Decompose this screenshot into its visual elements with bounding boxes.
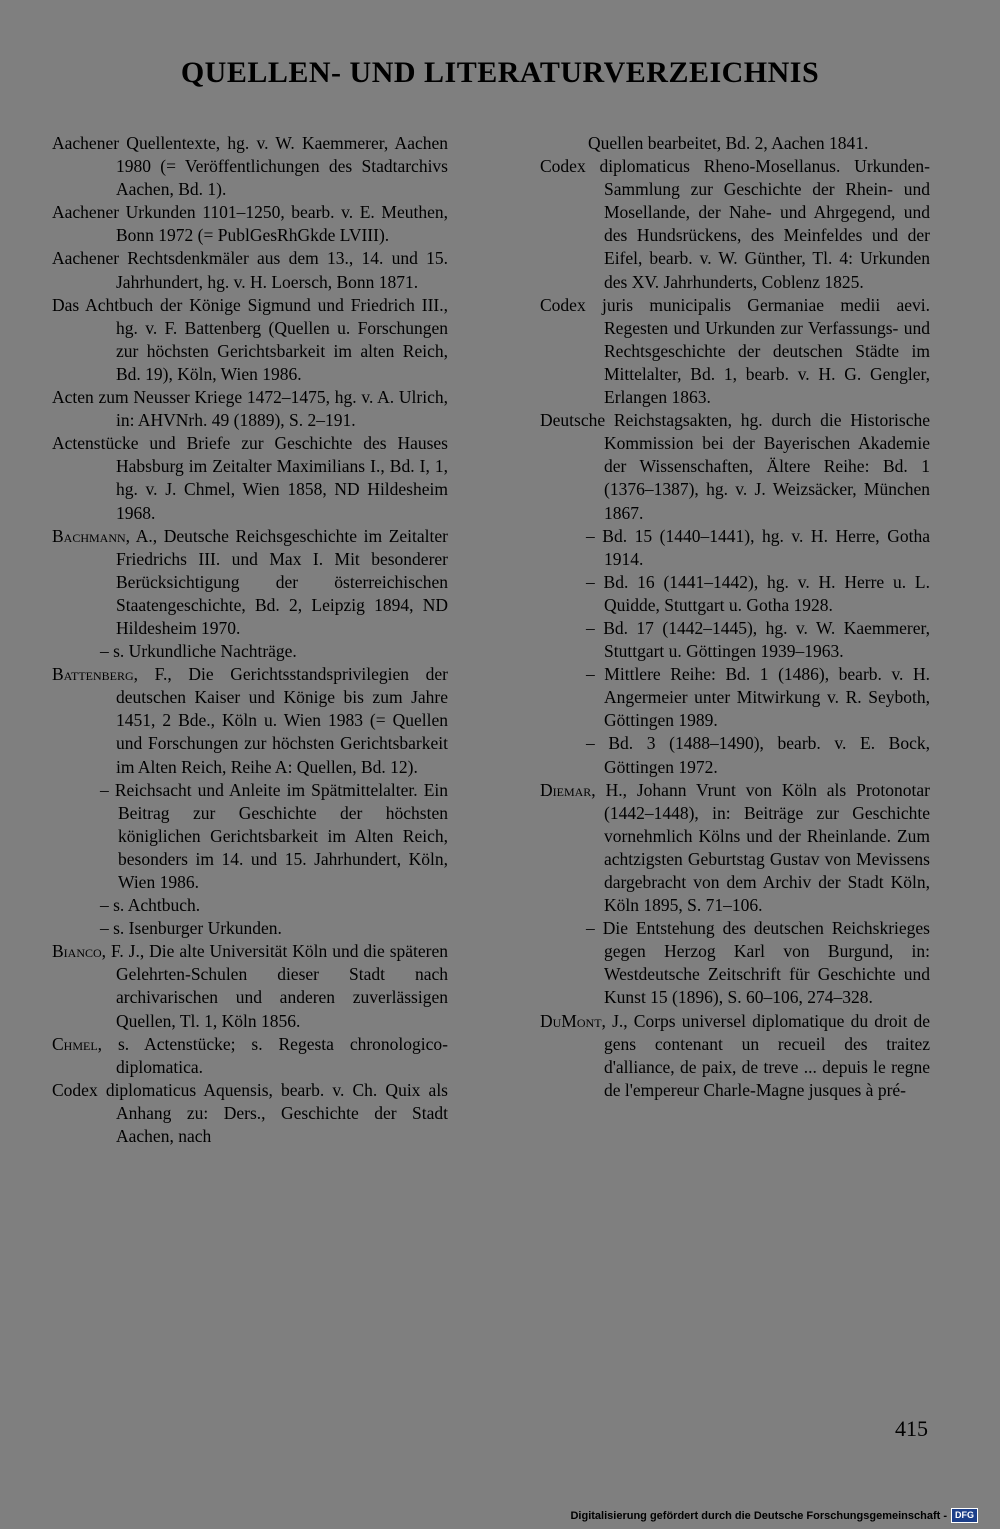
entry-text: Codex diplomaticus Aquensis, bearb. v. Ch. Quix als Anhang zu: Ders., Geschichte der Stadt Aachen, nach <box>52 1079 448 1147</box>
entry-author: DuMont, J., <box>540 1010 628 1031</box>
page-number: 415 <box>895 1416 928 1441</box>
bibliography-entry <box>52 779 448 894</box>
bibliography-entry <box>52 640 448 663</box>
entry-text: Deutsche Reichsgeschichte im Zeitalter Friedrichs III. und Max I. Mit besonderer Berücksichtigung der österreichischen Staatengeschichte, Bd. 2, Leipzig 1894, ND Hildesheim 1970. <box>116 525 448 638</box>
entry-text: Deutsche Reichstagsakten, hg. durch die Historische Kommission bei der Bayerischen Akademie der Wissenschaften, Ältere Reihe: Bd. 1 (1376–1387), hg. v. J. Weizsäcker, München 1867. <box>540 410 930 523</box>
entry-text: – s. Achtbuch. <box>100 895 201 916</box>
entry-text: – Mittlere Reihe: Bd. 1 (1486), bearb. v. H. Angermeier unter Mitwirkung v. R. Seyboth, Göttingen 1989. <box>586 664 930 731</box>
entry-text: – s. Isenburger Urkunden. <box>100 918 282 939</box>
bibliography-entry <box>52 1033 448 1079</box>
bibliography-entry <box>540 294 930 409</box>
bibliography-entry <box>540 155 930 294</box>
bibliography-entry <box>52 247 448 293</box>
entry-text: Codex diplomaticus Rheno-Mosellanus. Urkunden-Sammlung zur Geschichte der Rhein- und Mosellande, der Nahe- und Ahrgegend, und des Hundsrückens, des Meinfeldes und der Eifel, bearb. v. W. Günther, Tl. 4: Urkunden des XV. Jahrhunderts, Coblenz 1825. <box>540 156 930 292</box>
bibliography-entry <box>540 617 930 663</box>
bibliography-entry <box>52 132 448 201</box>
bibliography-entry <box>540 1010 930 1102</box>
entry-text: Die alte Universität Köln und die späteren Gelehrten-Schulen dieser Stadt nach archivarischen und anderen zuverlässigen Quellen, Tl. 1, Köln 1856. <box>116 941 449 1031</box>
bibliography-entry <box>540 571 930 617</box>
bibliography-entry <box>52 386 448 432</box>
entry-text: – Die Entstehung des deutschen Reichskrieges gegen Herzog Karl von Burgund, in: Westdeutsche Zeitschrift für Geschichte und Kunst 15 (1896), S. 60–106, 274–328. <box>586 918 930 1008</box>
entry-author: Battenberg, F., <box>52 664 172 685</box>
bibliography-entry <box>52 917 448 940</box>
entry-author: Bachmann, A., <box>52 525 158 546</box>
bibliography-entry <box>540 409 930 524</box>
entry-text: Die Gerichtsstandsprivilegien der deutschen Kaiser und Könige bis zum Jahre 1451, 2 Bde., Köln u. Wien 1983 (= Quellen und Forschungen zur höchsten Gerichtsbarkeit im Alten Reich, Reihe A: Quellen, Bd. 12). <box>116 664 448 777</box>
entry-text: Das Achtbuch der Könige Sigmund und Friedrich III., hg. v. F. Battenberg (Quellen u. Forschungen zur höchsten Gerichtsbarkeit im alten Reich, Bd. 19), Köln, Wien 1986. <box>52 294 448 384</box>
footer-text: Digitalisierung gefördert durch die Deutsche Forschungsgemeinschaft - <box>570 1509 947 1522</box>
bibliography-entry <box>540 779 930 918</box>
entry-text: – s. Urkundliche Nachträge. <box>100 641 297 662</box>
bibliography-entry <box>52 432 448 524</box>
bibliography-entry <box>540 732 930 778</box>
entry-author: Chmel, <box>52 1033 103 1054</box>
entry-text: Codex juris municipalis Germaniae medii aevi. Regesten und Urkunden zur Verfassungs- und Rechtsgeschichte der deutschen Städte im Mittelalter, Bd. 1, bearb. v. H. G. Gengler, Erlangen 1863. <box>540 294 930 408</box>
entry-text: – Bd. 17 (1442–1445), hg. v. W. Kaemmerer, Stuttgart u. Göttingen 1939–1963. <box>586 617 930 662</box>
page-title: QUELLEN- UND LITERATURVERZEICHNIS <box>180 56 820 89</box>
dfg-logo: DFG <box>951 1508 978 1523</box>
entry-text: – Bd. 16 (1441–1442), hg. v. H. Herre u. L. Quidde, Stuttgart u. Gotha 1928. <box>586 571 930 615</box>
bibliography-entry <box>52 663 448 778</box>
entry-text: – Bd. 15 (1440–1441), hg. v. H. Herre, Gotha 1914. <box>586 525 930 569</box>
entry-author: Diemar, H., <box>540 779 627 800</box>
bibliography-entry <box>52 294 448 386</box>
bibliography-entry <box>540 132 930 155</box>
bibliography-entry <box>540 917 930 1009</box>
entry-text: – Bd. 3 (1488–1490), bearb. v. E. Bock, Göttingen 1972. <box>586 733 930 777</box>
entry-text: Aachener Rechtsdenkmäler aus dem 13., 14. und 15. Jahrhundert, hg. v. H. Loersch, Bonn 1871. <box>52 248 448 292</box>
bibliography-entry <box>52 894 448 917</box>
entry-author: Bianco, F. J., <box>52 941 145 962</box>
entry-text: Aachener Quellentexte, hg. v. W. Kaemmerer, Aachen 1980 (= Veröffentlichungen des Stadtarchivs Aachen, Bd. 1). <box>52 133 448 200</box>
entry-text: Acten zum Neusser Kriege 1472–1475, hg. v. A. Ulrich, in: AHVNrh. 49 (1889), S. 2–191. <box>52 387 448 431</box>
bibliography-entry <box>52 940 448 1032</box>
entry-text: Johann Vrunt von Köln als Protonotar (1442–1448), in: Beiträge zur Geschichte vornehmlich Kölns und der Rheinlande. Zum achtzigsten Geburtstag Gustav von Mevissens dargebracht von dem Archiv der Stadt Köln, Köln 1895, S. 71–106. <box>604 779 930 916</box>
bibliography-entry <box>52 525 448 640</box>
bibliography-right-column <box>540 132 930 1102</box>
bibliography-entry <box>540 663 930 732</box>
bibliography-entry <box>540 525 930 571</box>
entry-text: – Reichsacht und Anleite im Spätmittelalter. Ein Beitrag zur Geschichte der höchsten königlichen Gerichtsbarkeit im Alten Reich, besonders im 14. und 15. Jahrhundert, Köln, Wien 1986. <box>100 779 448 892</box>
entry-text: s. Actenstücke; s. Regesta chronologico-diplomatica. <box>102 1033 448 1077</box>
entry-text: Quellen bearbeitet, Bd. 2, Aachen 1841. <box>588 133 869 153</box>
entry-text: Corps universel diplomatique du droit de gens contenant un recueil des traitez d'alliance, de paix, de treve ... depuis le regne de l'empereur Charle-Magne jusques à pré- <box>604 1010 931 1100</box>
bibliography-entry <box>52 1079 448 1148</box>
entry-text: Aachener Urkunden 1101–1250, bearb. v. E. Meuthen, Bonn 1972 (= PublGesRhGkde LVIII). <box>52 202 448 246</box>
bibliography-entry <box>52 201 448 247</box>
funding-footer <box>570 1508 978 1523</box>
entry-text: Actenstücke und Briefe zur Geschichte des Hauses Habsburg im Zeitalter Maximilians I., Bd. I, 1, hg. v. J. Chmel, Wien 1858, ND Hildesheim 1968. <box>52 433 448 523</box>
bibliography-left-column <box>52 132 448 1148</box>
